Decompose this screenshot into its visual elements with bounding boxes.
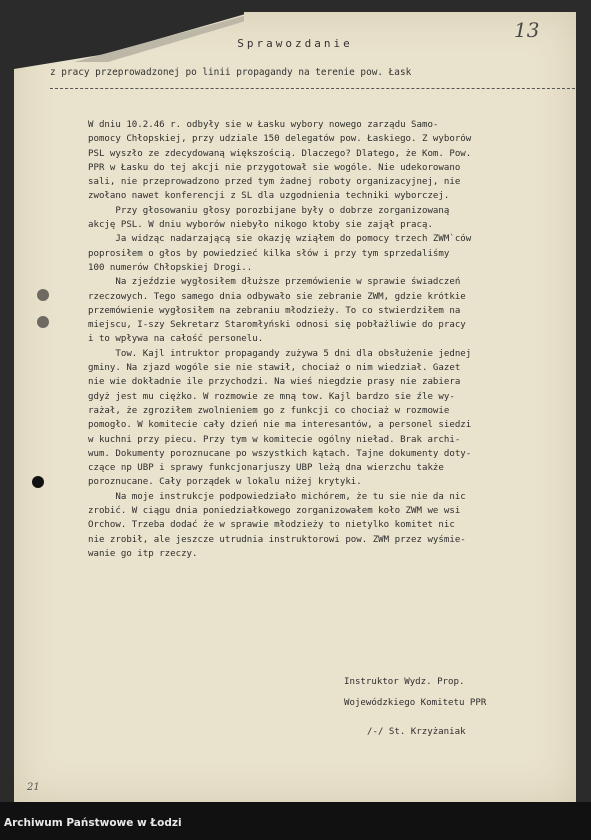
archive-label: Archiwum Państwowe w Łodzi [4,817,182,829]
body-line: Na zjeździe wygłosiłem dłuższe przemówienie w sprawie świadczeń [88,277,461,288]
signature-committee: Wojewódzkiego Komitetu PPR [344,698,487,708]
body-line: wum. Dokumenty poroznucane po wszystkich kątach. Tajne dokumenty doty- [88,448,472,459]
body-line: sali, nie przeprowadzono przed tym żadnej roboty organizacyjnej, nie [88,177,461,188]
punch-hole [32,476,44,488]
body-line: pomocy Chłopskiej, przy udziale 150 delegatów pow. Łaskiego. Z wyborów [88,134,472,145]
punch-hole [37,289,49,301]
body-line: nie wie dokładnie ile przychodzi. Na wieś niegdzie prasy nie zabiera [88,377,461,388]
body-line: wanie go itp rzeczy. [88,548,198,559]
document-subtitle: z pracy przeprowadzonej po linii propagandy na terenie pow. Łask [50,67,412,78]
body-line: pomogło. W komitecie cały dzień nie ma interesantów, a personel siedzi [88,420,472,431]
body-line: Orchow. Trzeba dodać że w sprawie młodzieży to nietylko komitet nic [88,520,455,531]
body-line: Tow. Kajl intruktor propagandy zużywa 5 dni dla obsłużenie jednej [88,348,472,359]
document-title: Sprawozdanie [237,37,353,50]
body-line: przemówienie wygłosiłem na zebraniu młodzieży. To co stwierdziłem na [88,305,461,316]
body-line: poprosiłem o głos by powiedzieć kilka słów i przy tym sprzedaliśmy [88,248,450,259]
body-line: akcję PSL. W dniu wyborów niebyło nikogo ktoby sie zajął pracą. [88,220,433,231]
body-line: Na moje instrukcje podpowiedziało michórem, że tu sie nie da nic [88,491,466,502]
body-line: W dniu 10.2.46 r. odbyły sie w Łasku wybory nowego zarządu Samo- [88,120,439,130]
body-line: gdyż jest mu ciężko. W rozmowie ze mną tow. Kajl bardzo sie źle wy- [88,391,455,402]
document-page [14,12,576,802]
body-line: PPR w Łasku do tej akcji nie przygotował sie wogóle. Nie udekorowano [88,162,461,173]
body-line: rzeczowych. Tego samego dnia odbywało sie zebranie ZWM, gdzie krótkie [88,291,466,302]
body-line: i to wpływa na całość personelu. [88,334,264,345]
punch-hole [37,316,49,328]
signature-name: /-/ St. Krzyżaniak [367,727,466,737]
body-line: poroznucane. Cały porządek w lokalu niżej krytyki. [88,477,362,488]
body-line: rażał, że zgroziłem zwolnieniem go z funkcji co chociaż w rozmowie [88,405,450,416]
body-line: zwołano nawet konferencji z SL dla uzgodnienia techniki wyborczej. [88,191,450,202]
report-body [88,118,471,561]
margin-note: 21 [27,782,40,793]
archive-footer [0,802,591,840]
body-line: gminy. Na zjazd wogóle sie nie stawił, chociaż o nim wiedział. Gazet [88,363,461,374]
body-line: miejscu, I-szy Sekretarz Staromłyński odnosi się pobłażliwie do pracy [88,320,466,331]
handwritten-page-number: 13 [514,18,540,42]
body-line: PSL wyszło ze zdecydowaną większością. Dlaczego? Dlatego, że Kom. Pow. [88,148,472,159]
signature-title: Instruktor Wydz. Prop. [344,677,465,687]
body-line: Przy głosowaniu głosy porozbijane były o dobrze zorganizowaną [88,205,450,216]
dashed-rule [50,88,575,89]
body-line: Ja widząc nadarzającą sie okazję wziąłem do pomocy trzech ZWM`ców [88,234,472,245]
body-line: w kuchni przy piecu. Przy tym w komitecie ogólny nieład. Brak archi- [88,434,461,445]
body-line: 100 numerów Chłopskiej Drogi.. [88,262,253,273]
body-line: zrobić. W ciągu dnia poniedziałkowego zorganizowałem koło ZWM we wsi [88,506,461,517]
body-line: czące np UBP i sprawy funkcjonarjuszy UBP leżą dna wierzchu także [88,463,444,474]
body-line: nie zrobił, ale jeszcze utrudnia instruktorowi pow. ZWM przez wyśmie- [88,534,466,545]
